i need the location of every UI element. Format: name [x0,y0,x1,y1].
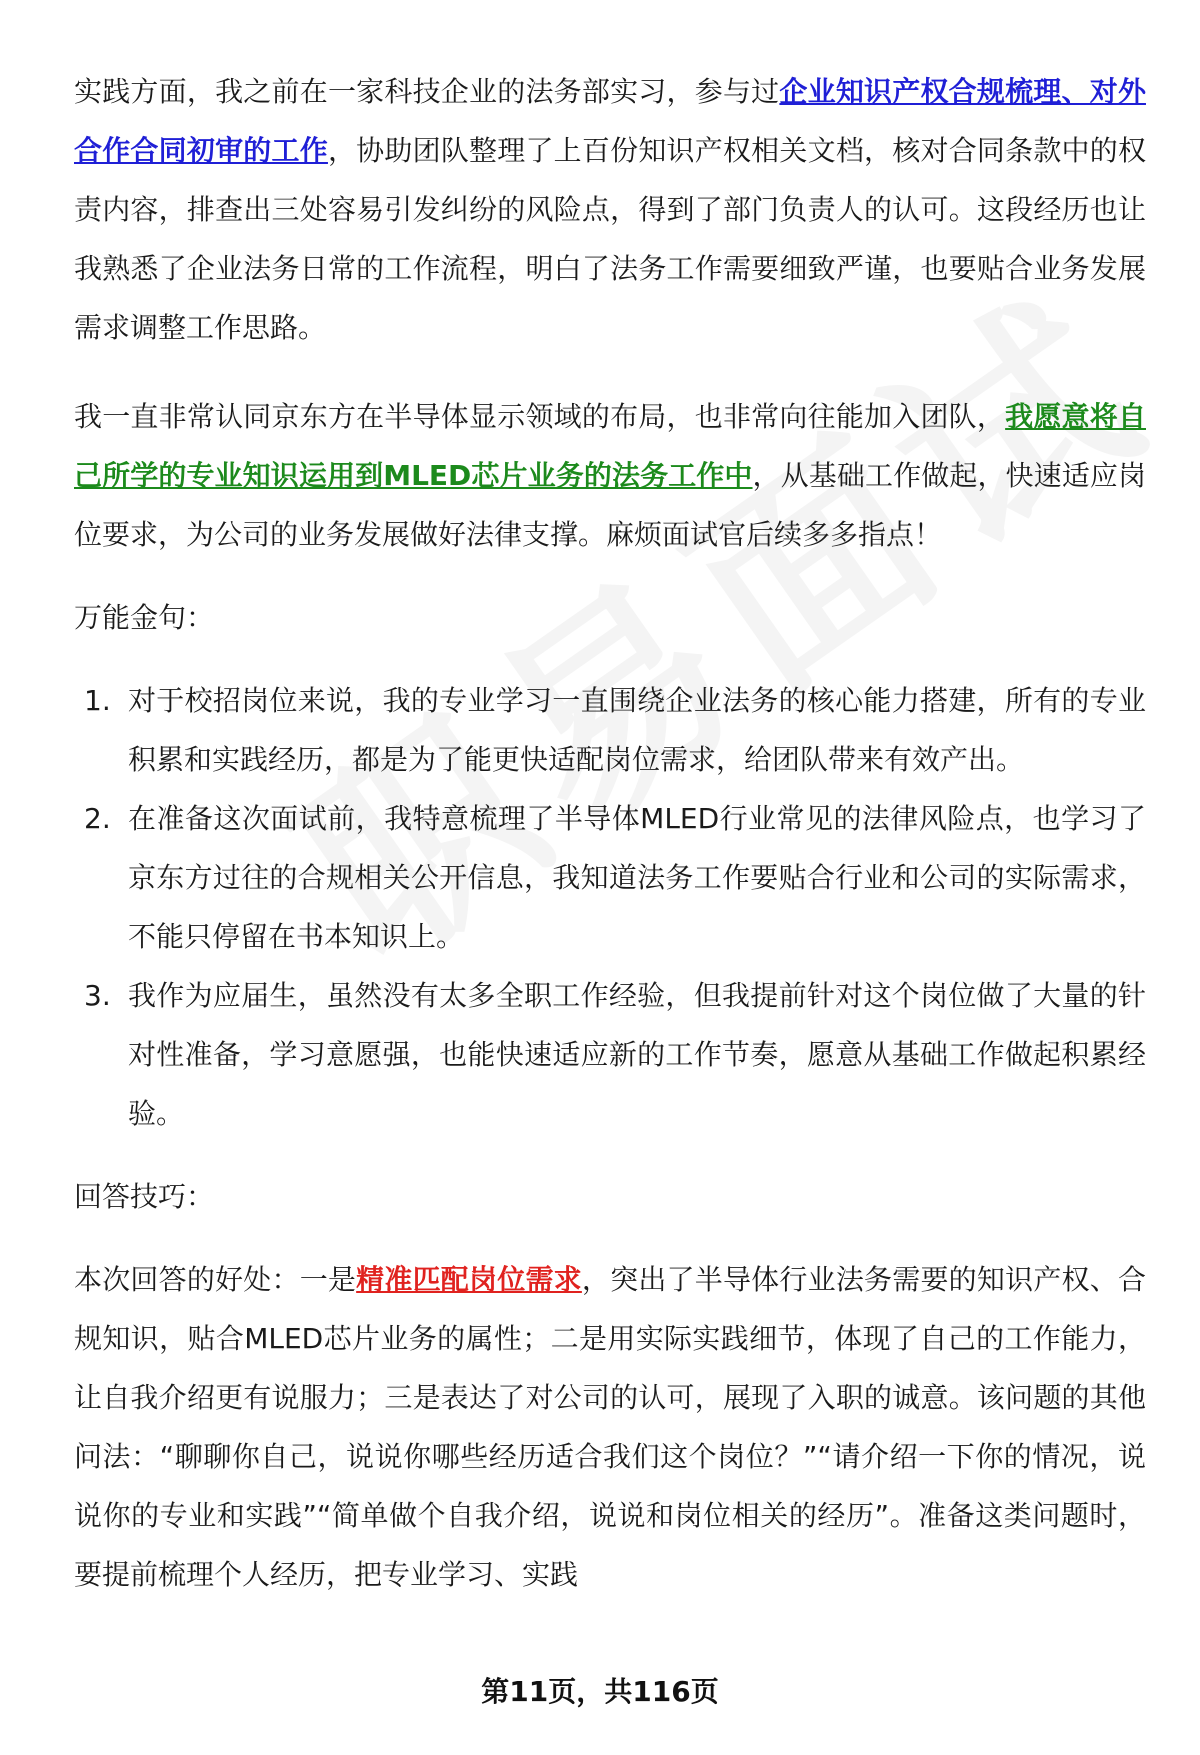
highlight-practice: 企业知识产权合规梳理、对外合作合同初审的工作 [74,75,1146,167]
highlight-tips: 精准匹配岗位需求 [356,1263,582,1296]
highlight-motivation: 我愿意将自己所学的专业知识运用到MLED芯片业务的法务工作中 [74,400,1146,492]
list-item-number: 3. [84,979,111,1012]
paragraph-motivation [74,387,1146,564]
document-body [74,62,1146,1604]
list-item-number: 1. [84,684,111,717]
paragraph-motivation-text-b: ，从基础工作做起，快速适应岗位要求，为公司的业务发展做好法律支撑。麻烦面试官后续多多指点！ [74,459,1146,551]
list-item [74,789,1146,966]
paragraph-tips [74,1250,1146,1604]
list-item-text: 在准备这次面试前，我特意梳理了半导体MLED行业常见的法律风险点，也学习了京东方过往的合规相关公开信息，我知道法务工作要贴合行业和公司的实际需求，不能只停留在书本知识上。 [128,802,1146,953]
paragraph-motivation-text-a: 我一直非常认同京东方在半导体显示领域的布局，也非常向往能加入团队， [74,400,1006,433]
heading-answer-tips: 回答技巧： [74,1180,215,1213]
list-item [74,966,1146,1143]
list-item-number: 2. [84,802,111,835]
list-item-text: 我作为应届生，虽然没有太多全职工作经验，但我提前针对这个岗位做了大量的针对性准备，学习意愿强，也能快速适应新的工作节奏，愿意从基础工作做起积累经验。 [128,979,1146,1130]
page-number-footer: 第11页，共116页 [481,1675,719,1708]
paragraph-tips-text-a: 本次回答的好处：一是 [74,1263,357,1296]
paragraph-tips-text-b: ，突出了半导体行业法务需要的知识产权、合规知识，贴合MLED芯片业务的属性；二是用实际实践细节，体现了自己的工作能力，让自我介绍更有说服力；三是表达了对公司的认可，展现了入职的诚意。该问题的其他问法：“聊聊你自己，说说你哪些经历适合我们这个岗位？”“请介绍一下你的情况，说说你的专业和实践”“简单做个自我介绍，说说和岗位相关的经历”。准备这类问题时，要提前梳理个人经历，把专业学习、实践 [74,1263,1146,1591]
paragraph-practice-text-a: 实践方面，我之前在一家科技企业的法务部实习，参与过 [74,75,780,108]
list-item-text: 对于校招岗位来说，我的专业学习一直围绕企业法务的核心能力搭建，所有的专业积累和实践经历，都是为了能更快适配岗位需求，给团队带来有效产出。 [128,684,1146,776]
heading-golden-sentences: 万能金句： [74,601,215,634]
paragraph-practice [74,62,1146,357]
list-item [74,671,1146,789]
paragraph-practice-text-b: ，协助团队整理了上百份知识产权相关文档，核对合同条款中的权责内容，排查出三处容易引发纠纷的风险点，得到了部门负责人的认可。这段经历也让我熟悉了企业法务日常的工作流程，明白了法务工作需要细致严谨，也要贴合业务发展需求调整工作思路。 [74,134,1146,344]
golden-sentences-list [74,671,1146,1143]
